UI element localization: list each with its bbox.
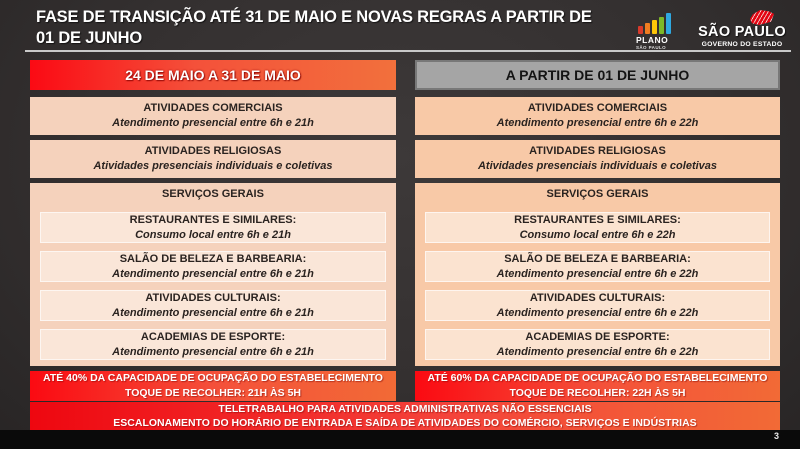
service-subtitle: Atendimento presencial entre 6h e 21h: [112, 306, 314, 319]
activity-title: ATIVIDADES COMERCIAIS: [527, 102, 668, 115]
service-item-academias: [40, 329, 386, 360]
service-title: ATIVIDADES CULTURAIS:: [145, 292, 281, 305]
curfew-line: TOQUE DE RECOLHER: 22H ÀS 5H: [509, 387, 686, 399]
service-item-culturais: [425, 290, 770, 321]
service-item-culturais: [40, 290, 386, 321]
service-subtitle: Consumo local entre 6h e 22h: [519, 228, 676, 241]
activity-title: ATIVIDADES RELIGIOSAS: [144, 145, 282, 158]
page-title-line2: 01 DE JUNHO: [36, 28, 143, 47]
column-after-june: [415, 60, 780, 401]
activity-box-religiosas: [30, 140, 396, 178]
plano-sao-paulo-logo: [636, 12, 680, 50]
service-subtitle: Consumo local entre 6h e 21h: [135, 228, 291, 241]
rules-columns: [30, 60, 780, 401]
service-item-restaurantes: [425, 212, 770, 243]
servicos-gerais-box: [415, 183, 780, 366]
service-item-restaurantes: [40, 212, 386, 243]
service-title: ACADEMIAS DE ESPORTE:: [140, 331, 286, 344]
sao-paulo-state-map-icon: [750, 10, 774, 25]
services-title: SERVIÇOS GERAIS: [546, 188, 649, 200]
servicos-gerais-box: [30, 183, 396, 366]
activity-box-comerciais: [415, 97, 780, 135]
gov-logo-label: SÃO PAULO: [698, 24, 786, 40]
service-title: RESTAURANTES E SIMILARES:: [129, 214, 297, 227]
capacity-line: ATÉ 40% DA CAPACIDADE DE OCUPAÇÃO DO ESTABELECIMENTO: [43, 372, 383, 385]
bottom-banner: [30, 402, 780, 430]
capacity-footer-after: [415, 371, 780, 401]
activity-title: ATIVIDADES COMERCIAIS: [143, 102, 283, 115]
plano-logo-label: PLANO: [636, 35, 669, 45]
activity-subtitle: Atividades presenciais individuais e coletivas: [477, 160, 718, 172]
services-title: SERVIÇOS GERAIS: [162, 188, 264, 200]
period-header-before: 24 DE MAIO A 31 DE MAIO: [30, 60, 396, 90]
plano-logo-sublabel: SÃO PAULO: [636, 45, 667, 50]
activity-subtitle: Atendimento presencial entre 6h e 22h: [496, 117, 699, 129]
capacity-line: ATÉ 60% DA CAPACIDADE DE OCUPAÇÃO DO ESTABELECIMENTO: [427, 372, 768, 385]
capacity-footer-before: [30, 371, 396, 401]
service-title: SALÃO DE BELEZA E BARBEARIA:: [119, 253, 307, 266]
banner-line1: TELETRABALHO PARA ATIVIDADES ADMINISTRATIVAS NÃO ESSENCIAIS: [218, 402, 592, 415]
service-subtitle: Atendimento presencial entre 6h e 22h: [496, 345, 699, 358]
page-number: 3: [773, 431, 779, 441]
activity-box-comerciais: [30, 97, 396, 135]
service-title: RESTAURANTES E SIMILARES:: [514, 214, 681, 227]
bar-chart-icon: [638, 12, 680, 34]
activity-box-religiosas: [415, 140, 780, 178]
activity-title: ATIVIDADES RELIGIOSAS: [529, 145, 666, 158]
service-title: ATIVIDADES CULTURAIS:: [529, 292, 666, 305]
service-title: SALÃO DE BELEZA E BARBEARIA:: [504, 253, 691, 266]
column-before-june: [30, 60, 396, 401]
activity-subtitle: Atendimento presencial entre 6h e 21h: [112, 117, 314, 129]
activity-subtitle: Atividades presenciais individuais e coletivas: [93, 160, 333, 172]
period-header-after: A PARTIR DE 01 DE JUNHO: [415, 60, 780, 90]
service-item-salao: [425, 251, 770, 282]
service-subtitle: Atendimento presencial entre 6h e 22h: [496, 306, 699, 319]
page-title: [36, 7, 592, 49]
service-item-salao: [40, 251, 386, 282]
governo-do-estado-logo: [692, 10, 792, 48]
service-subtitle: Atendimento presencial entre 6h e 21h: [112, 345, 314, 358]
banner-line2: ESCALONAMENTO DO HORÁRIO DE ENTRADA E SAÍDA DE ATIVIDADES DO COMÉRCIO, SERVIÇOS E INDÚSTRIAS: [113, 417, 697, 429]
page-title-line1: FASE DE TRANSIÇÃO ATÉ 31 DE MAIO E NOVAS REGRAS A PARTIR DE: [36, 8, 592, 26]
curfew-line: TOQUE DE RECOLHER: 21H ÀS 5H: [124, 387, 301, 399]
gov-logo-sublabel: GOVERNO DO ESTADO: [701, 40, 783, 48]
service-title: ACADEMIAS DE ESPORTE:: [525, 331, 670, 344]
header-divider: [25, 50, 791, 52]
bottom-strip: [0, 430, 800, 449]
service-item-academias: [425, 329, 770, 360]
service-subtitle: Atendimento presencial entre 6h e 21h: [112, 267, 314, 280]
service-subtitle: Atendimento presencial entre 6h e 22h: [496, 267, 699, 280]
